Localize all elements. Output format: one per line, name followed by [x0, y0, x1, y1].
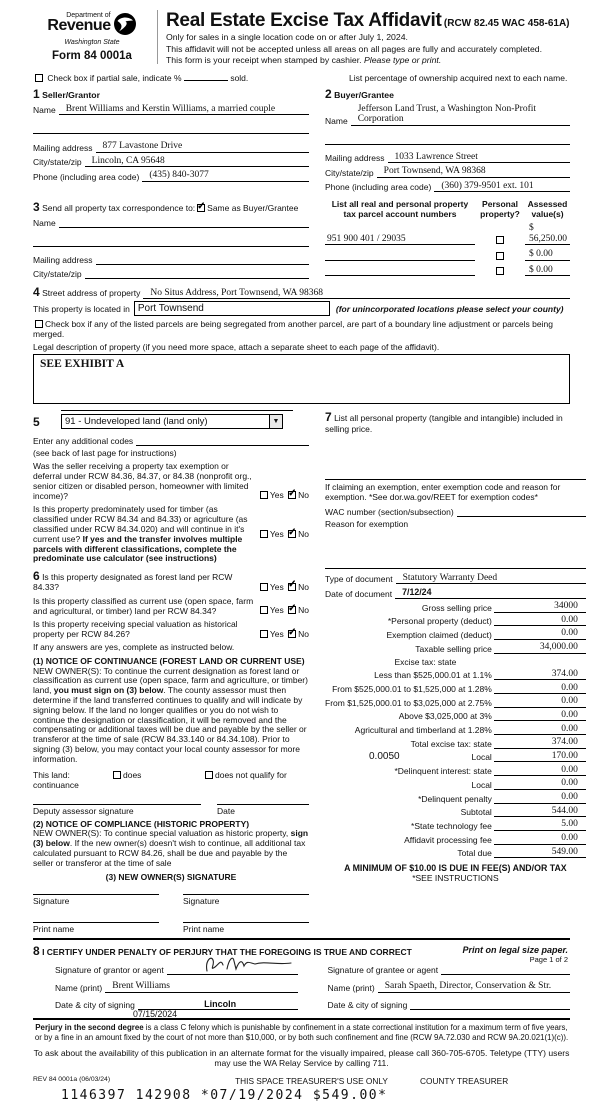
affidavit-page: Department of Revenue Washington State Form 84 0001a Real Estate Excise Tax Affidavit (RCW 82.45 WAC 458-61A) Only for sales in a single location code on or after July 1, 2024. This affidavit will not be accepted unless all areas on all pages are fully and accurately completed. This form is your receipt when stamped by cashier. Please type or print. Check box if partial sale, indicate % sold. List percentage of ownership acquired next to each name. 1 Seller/Grantor Name Brent Williams and Kerstin Williams, a married couple Mailing address 877 Lavastone Drive City/state/zip Lincoln, CA 95648 Phone (including area code) (435) 840-3077 2 Buyer/Grantee Name Jefferson Land Trust, a Washington Non-Profit Corporation Mailing address 1033 Lawrence Street City/state/zip Port Townsend, WA 98368 Phone (including area code) (360) 379-9501 ext. 101 3 Send all property tax correspondence to: ✓ Same as Buyer/Grantee Name Mailing address City/state/zip List all real and personal property tax parcel account numbers Personal property? Assessed value(s) 951 900 401 / 29035 $ 56,250.00 $ 0.00 $ 0.00 4 Street address of property No Situs Address, Port Townsend, WA 98368 This property is located in Port Townsend (for unincorporated locations please select your county) Check box if any of the listed parcels are being segregated from another parcel, are part of a boundary line adjustment or parcels being merged. Legal description of property (if you need more space, attach a separate sheet to each page of the affidavit). SEE EXHIBIT A 5 91 - Undeveloped land (land only) ▼ Enter any additional codes (see back of last page for instructions) Was the seller receiving a property tax exemption or deferral under RCW 84.36, 84.37, or 84.38 (nonprofit org., senior citizen or disabled person, homeowner with limited income)? Yes ✓ No Is this property predominately used for timber (as classified under RCW 84.34 and 84.33) or agriculture (as classified under RCW 84.34.020) and will continue in it's current use? If yes and the transfer involves multiple parcels with different classifications, complete the predominate use calculator (see instructions) Yes ✓ No 6 Is this property designated as forest land per RCW 84.33? Yes ✓ No Is this property classified as current use (open space, farm and agricultural, or timber) land per RCW 84.34? Yes ✓ No Is this property receiving special valuation as historical property per RCW 84.26? Yes ✓ No If any answers are yes, complete as instructed below. (1) NOTICE OF CONTINUANCE (FOREST LAND OR CURRENT USE) NEW OWNER(S): To continue the current designation as forest land or classification as current use (open space, farm and agriculture, or timber) land, you must sign on (3) below. The county assessor must then determine if the land transferred continues to qualify and will indicate by signing below. If the land no longer qualifies or you do not wish to continue the designation or classification, it will be removed and the compensating or additional taxes will be due and payable by the seller or transferor at the time of sale (RCW 84.33.140 or 84.34.108). Prior to signing (3) below, you may contact your local county assessor for more information. This land: does does not qualify for continuance Deputy assessor signature Date (2) NOTICE OF COMPLIANCE (HISTORIC PROPERTY) NEW OWNER(S): To continue special valuation as historic property, sign (3) below. If the new owner(s) doesn't wish to continue, all additional tax calculated pursuant to RCW 84.26, shall be due and payable by the seller or transferor at the time of sale (3) NEW OWNER(S) SIGNATURE Signature Signature Print name Print name 7 List all personal property (tangible and intangible) included in selling price. If claiming an exemption, enter exemption code and reason for exemption. *See dor.wa.gov/REET for exemption codes* WAC number (section/subsection) Reason for exemption Type of document Statutory Warranty Deed Date of document 7/12/24 Gross selling price 34000 *Personal property (deduct) 0.00 Exemption claimed (deduct) 0.00 Taxable selling price 34,000.00 Excise tax: state Less than $525,000.01 at 1.1% 374.00 From $525,000.01 to $1,525,000 at 1.28% 0.00 From $1,525,000.01 to $3,025,000 at 2.75% 0.00 Above $3,025,000 at 3% 0.00 Agricultural and timberland at 1.28% 0.00 Total excise tax: state 374.00 0.0050 Local 170.00 *Delinquent interest: state 0.00 Local 0.00 *Delinquent penalty 0.00 Subtotal 544.00 *State technology fee 5.00 Affidavit processing fee 0.00 Total due 549.00 A MINIMUM OF $10.00 IS DUE IN FEE(S) AND/OR TAX *SEE INSTRUCTIONS 8 I CERTIFY UNDER PENALTY OF PERJURY THAT THE FOREGOING IS TRUE AND CORRECT Signature of grantor or agent Name (print) Brent Williams Date & city of signing Lincoln 07/15/2024 Signature of grantee or agent Name (print) Sarah Spaeth, Director, Conservation & Str. Date & city of signing Perjury in the second degree is a class C felony which is punishable by confinement in a state correctional institution for a maximum term of five years, or by a fine in an amount fixed by the court of not more than $10,000, or by both such confinement and fine (RCW 9A.72.030 and RCW 9A.20.021(1)(c)). To ask about the availability of this publication in an alternate format for the visually impaired, please call 360-705-6705. Teletype (TTY) users may use the WA Relay Service by calling 711. REV 84 0001a (06/03/24) THIS SPACE TREASURER'S USE ONLY COUNTY TREASURER 1146397 142908 *07/19/2024 $549.00* Print on legal size paper. Page 1 of 2: [0, 0, 600, 988]
exemption-claimed-deduct[interactable]: 0.00: [494, 628, 586, 640]
personal-property-deduct[interactable]: 0.00: [494, 615, 586, 627]
notice2-title: (2) NOTICE OF COMPLIANCE (HISTORIC PROPERTY): [33, 818, 250, 829]
chevron-down-icon[interactable]: ▼: [269, 415, 282, 428]
parcel-row: [325, 249, 570, 261]
personal-property-checkbox[interactable]: [496, 252, 504, 260]
correspondence-section: 3 Send all property tax correspondence to: ✓ Same as Buyer/Grantee Name Mailing address City/state/zip: [33, 200, 309, 279]
q6b-no-checkbox[interactable]: [288, 606, 296, 614]
q6c-no-checkbox[interactable]: [288, 630, 296, 638]
partial-sale-row: Check box if partial sale, indicate % sold.: [33, 73, 333, 83]
tier4-amount[interactable]: 0.00: [494, 710, 586, 722]
legal-description-field[interactable]: SEE EXHIBIT A: [33, 354, 570, 404]
section5-divider: [61, 410, 293, 411]
exemption-question: Was the seller receiving a property tax exemption or deferral under RCW 84.36, 84.37, or 84.38 (nonprofit org., senior citizen or disabled person, homeowner with limited income)? Yes ✓ No: [33, 462, 309, 501]
personal-property-section: 7 List all personal property (tangible and intangible) included in selling price.: [325, 410, 563, 435]
buyer-mailing-field[interactable]: 1033 Lawrence Street: [388, 152, 570, 164]
does-not-checkbox[interactable]: [205, 771, 213, 779]
parcels-section: [325, 200, 570, 279]
street-address-field[interactable]: No Situs Address, Port Townsend, WA 98368: [143, 288, 570, 300]
page-title: Real Estate Excise Tax Affidavit: [166, 10, 442, 31]
does-checkbox[interactable]: [113, 771, 121, 779]
certify-statement: I CERTIFY UNDER PENALTY OF PERJURY THAT THE FOREGOING IS TRUE AND CORRECT: [42, 947, 412, 958]
land-use-section: 5 91 - Undeveloped land (land only) ▼: [33, 414, 309, 429]
partial-sale-percent-field[interactable]: [184, 80, 228, 81]
county-treasurer-label: COUNTY TREASURER: [420, 1075, 509, 1086]
same-as-buyer-checkbox[interactable]: [197, 204, 205, 212]
perjury-notice: Perjury in the second degree is a class C felony which is punishable by confinement in a state correctional institution for a maximum term of five years, or by a fine in an amount fixed by the court of not more than $10,000, or by both such confinement and fine (RCW 9A.72.030 and RCW 9A.20.021(1)(c)).: [34, 1023, 569, 1042]
total-excise-state[interactable]: 374.00: [494, 737, 586, 749]
excise-tax-header: Excise tax: state: [394, 656, 457, 667]
deputy-signature-field[interactable]: Deputy assessor signature: [33, 804, 201, 816]
q6a-yes-checkbox[interactable]: [260, 583, 268, 591]
assessed-value-field[interactable]: $ 0.00: [525, 249, 570, 261]
historical-question: Is this property receiving special valuation as historical property per RCW 84.26? Yes ✓ No: [33, 620, 309, 640]
washington-state-label: Washington State: [64, 39, 120, 46]
ownership-note: List percentage of ownership acquired next to each name.: [349, 72, 568, 83]
correspondence-name2-field[interactable]: [33, 236, 309, 247]
personal-property-checkbox[interactable]: [496, 236, 504, 244]
deputy-date-field[interactable]: Date: [217, 804, 309, 816]
taxable-selling-price[interactable]: 34,000.00: [494, 642, 586, 654]
county-select[interactable]: Port Townsend: [134, 301, 330, 316]
additional-codes-field[interactable]: [136, 435, 309, 446]
correspondence-name-field[interactable]: [59, 217, 309, 228]
tier2-amount[interactable]: 0.00: [494, 683, 586, 695]
assessed-value-field[interactable]: $ 0.00: [525, 265, 570, 277]
delinquent-penalty[interactable]: 0.00: [494, 792, 586, 804]
total-due[interactable]: 549.00: [494, 847, 586, 859]
minimum-due-note: A MINIMUM OF $10.00 IS DUE IN FEE(S) AND/OR TAX: [344, 863, 567, 874]
partial-sale-label: Check box if partial sale, indicate %: [47, 72, 182, 83]
tier3-amount[interactable]: 0.00: [494, 696, 586, 708]
q6a-no-checkbox[interactable]: [288, 583, 296, 591]
page-number: Page 1 of 2: [529, 955, 568, 964]
form-number: Form 84 0001a: [52, 50, 132, 62]
certification-section: 8 I CERTIFY UNDER PENALTY OF PERJURY THAT THE FOREGOING IS TRUE AND CORRECT Signature of grantor or agent Name (print) Brent Williams Date & city of signing Lincoln 07/15/2024 Signature of grantee or agent Name (print) Sarah Spaeth, Director, Conservation & Str. Date & city of signing: [33, 944, 570, 1010]
rev-number: REV 84 0001a (06/03/24): [33, 1075, 111, 1083]
seller-phone-field[interactable]: (435) 840-3077: [142, 170, 309, 182]
q1-no-checkbox[interactable]: [288, 491, 296, 499]
parcel-row: [325, 265, 570, 277]
dept-of-label: Department of: [66, 12, 111, 19]
local-rate: 0.0050: [369, 751, 400, 763]
parcel-row: [325, 223, 570, 245]
grantor-city-field[interactable]: Lincoln: [138, 999, 298, 1011]
grantee-datecity-field[interactable]: [410, 999, 570, 1010]
exemption-divider: [325, 479, 586, 480]
notice1-title: (1) NOTICE OF CONTINUANCE (FOREST LAND OR CURRENT USE): [33, 655, 305, 666]
financial-table: Gross selling price 34000 *Personal property (deduct) 0.00 Exemption claimed (deduct) 0.00 Taxable selling price 34,000.00 Excise tax: state Less than $525,000.01 at 1.1% 374.00 From $525,000.01 to $1,525,000 at 1.28% 0.00 From $1,525,000.01 to $3,025,000 at 2.75% 0.00 Above $3,025,000 at 3% 0.00 Agricultural and timberland at 1.28% 0.00 Total excise tax: state 374.00 0.0050 Local 170.00 *Delinquent interest: state 0.00 Local 0.00 *Delinquent penalty 0.00 Subtotal 544.00 *State technology fee 5.00 Affidavit processing fee 0.00 Total due 549.00: [325, 601, 586, 858]
continuance-label: continuance: [33, 779, 79, 790]
seller-name2-field[interactable]: [33, 123, 309, 134]
see-back-note: (see back of last page for instructions): [33, 448, 177, 459]
q1-yes-checkbox[interactable]: [260, 491, 268, 499]
grantor-signature-image: [203, 951, 323, 977]
parcel-number-field[interactable]: [325, 250, 475, 261]
seller-section: 1 Seller/Grantor Name Brent Williams and Kerstin Williams, a married couple Mailing address 877 Lavastone Drive City/state/zip Lincoln, CA 95648 Phone (including area code) (435) 840-3077: [33, 87, 309, 193]
new-owner-signature-field-1[interactable]: Signature: [33, 894, 159, 906]
doc-date-field[interactable]: 7/12/24: [395, 587, 586, 599]
parcel-number-field[interactable]: [325, 265, 475, 276]
grantee-signature-field[interactable]: [441, 964, 570, 975]
q6b-yes-checkbox[interactable]: [260, 606, 268, 614]
gross-selling-price[interactable]: 34000: [494, 601, 586, 613]
see-instructions-note: *SEE INSTRUCTIONS: [412, 873, 499, 884]
answers-note: If any answers are yes, complete as instructed below.: [33, 642, 235, 653]
personal-property-checkbox[interactable]: [496, 267, 504, 275]
current-use-question: Is this property classified as current use (open space, farm and agricultural, or timber) land per RCW 84.34? Yes ✓ No: [33, 597, 309, 617]
legal-description-label: Legal description of property (if you need more space, attach a separate sheet to each page of the affidavit).: [33, 342, 440, 353]
new-owner-printname-field-1[interactable]: Print name: [33, 922, 159, 934]
exemption-note: If claiming an exemption, enter exemption code and reason for exemption. *See dor.wa.gov/REET for exemption codes*: [325, 482, 561, 503]
treasurer-stamp: 1146397 142908 *07/19/2024 $549.00*: [61, 1087, 388, 1103]
parcel-col3-header: Assessed value(s): [527, 199, 568, 219]
notice1-text: NEW OWNER(S): To continue the current designation as forest land or classification as current use (open space, farm and agriculture, or timber) land, you must sign on (3) below. The county assessor must then determine if the land transferred continues to qualify and will indicate by signing below. If the land no longer qualifies or you do not wish to continue the designation or classification, it will be removed and the compensating or additional taxes will be due and payable by the seller or transferor at the time of sale (RCW 84.33.140 or 84.34.108). Prior to signing (3) below, you may contact your local county assessor for more information.: [33, 665, 308, 764]
section8-top-rule: [33, 938, 570, 940]
seller-heading: Seller/Grantor: [42, 89, 100, 100]
grantor-printname-field[interactable]: Brent Williams: [105, 981, 297, 993]
new-owner-signature-field-2[interactable]: Signature: [183, 894, 309, 906]
q2-no-checkbox[interactable]: [288, 530, 296, 538]
correspondence-mailing-field[interactable]: [96, 254, 309, 265]
land-use-select[interactable]: 91 - Undeveloped land (land only) ▼: [61, 414, 283, 429]
buyer-city-field[interactable]: Port Townsend, WA 98368: [377, 166, 570, 178]
property-section: 4 Street address of property No Situs Address, Port Townsend, WA 98368 This property is located in Port Townsend (for unincorporated locations please select your county) Check box if any of the listed parcels are being segregated from another parcel, are part of a boundary line adjustment or parcels being merged. Legal description of property (if you need more space, attach a separate sheet to each page of the affidavit). SEE EXHIBIT A: [33, 285, 570, 404]
dor-logo-block: [33, 8, 151, 66]
new-owner-printname-field-2[interactable]: Print name: [183, 922, 309, 934]
parcel-col2-header: Personal property?: [480, 199, 520, 219]
header-divider: [157, 10, 158, 64]
print-paper-note: Print on legal size paper.: [462, 945, 568, 955]
revenue-label: Revenue: [47, 17, 111, 34]
segregated-checkbox[interactable]: [35, 320, 43, 328]
notice2-text: NEW OWNER(S): To continue special valuation as historic property, sign (3) below. If the new owner(s) doesn't wish to continue, all additional tax calculated pursuant to RCW 84.26, shall be due and payable by the seller or transferor at the time of sale: [33, 828, 309, 868]
delinquent-interest-state[interactable]: 0.00: [494, 765, 586, 777]
perjury-top-rule: [33, 1018, 570, 1020]
delinquent-interest-local[interactable]: 0.00: [494, 778, 586, 790]
grantee-printname-field[interactable]: Sarah Spaeth, Director, Conservation & Str.: [378, 981, 570, 993]
timber-question: Is this property predominately used for timber (as classified under RCW 84.34 and 84.33) or agriculture (as classified under RCW 84.34.020) and will continue in it's current use? If yes and the transfer involves multiple parcels with different classifications, complete the predominate use calculator (see instructions) Yes ✓ No: [33, 505, 309, 564]
agricultural-amount[interactable]: 0.00: [494, 724, 586, 736]
buyer-section: 2 Buyer/Grantee Name Jefferson Land Trust, a Washington Non-Profit Corporation Mailing address 1033 Lawrence Street City/state/zip Port Townsend, WA 98368 Phone (including area code) (360) 379-9501 ext. 101: [325, 87, 570, 193]
doc-type-field[interactable]: Statutory Warranty Deed: [396, 573, 586, 585]
assessed-value-field[interactable]: $ 56,250.00: [525, 223, 570, 245]
buyer-name-field[interactable]: Jefferson Land Trust, a Washington Non-Profit Corporation: [351, 104, 570, 126]
accessibility-note: To ask about the availability of this publication in an alternate format for the visually impaired, please call 360-705-6705. Teletype (TTY) users may use the WA Relay Service by calling 711.: [33, 1047, 570, 1068]
dor-swirl-icon: [113, 12, 137, 38]
title-rcw: (RCW 82.45 WAC 458-61A): [443, 18, 570, 29]
grantor-date-value: 07/15/2024: [133, 1008, 178, 1019]
treasurer-space-label: THIS SPACE TREASURER'S USE ONLY: [235, 1075, 388, 1086]
buyer-name2-field[interactable]: [325, 134, 570, 145]
wac-number-field[interactable]: [457, 506, 586, 517]
subtitle-3: This form is your receipt when stamped by cashier. Please type or print.: [166, 55, 442, 66]
subtotal[interactable]: 544.00: [494, 806, 586, 818]
seller-mailing-field[interactable]: 877 Lavastone Drive: [96, 141, 309, 153]
buyer-heading: Buyer/Grantee: [334, 89, 394, 100]
parcel-col1-header: List all real and personal property tax parcel account numbers: [331, 199, 469, 219]
q2-yes-checkbox[interactable]: [260, 530, 268, 538]
notice3-title: (3) NEW OWNER(S) SIGNATURE: [105, 871, 237, 882]
county-note: (for unincorporated locations please select your county): [335, 303, 564, 314]
forest-land-question: 6 Is this property designated as forest land per RCW 84.33? Yes ✓ No: [33, 572, 309, 593]
seller-name-field[interactable]: Brent Williams and Kerstin Williams, a married couple: [59, 104, 309, 116]
form-header: [33, 8, 570, 66]
partial-sale-checkbox[interactable]: [35, 74, 43, 82]
tier1-amount[interactable]: 374.00: [494, 669, 586, 681]
state-technology-fee[interactable]: 5.00: [494, 819, 586, 831]
continuance-row: This land: does does not qualify for: [33, 769, 287, 780]
personal-property-field[interactable]: [325, 434, 586, 474]
seller-city-field[interactable]: Lincoln, CA 95648: [85, 156, 309, 168]
subtitle-1: Only for sales in a single location code on or after July 1, 2024.: [166, 32, 408, 42]
reason-label: Reason for exemption: [325, 518, 409, 529]
correspondence-city-field[interactable]: [85, 268, 309, 279]
document-divider: [325, 568, 586, 569]
affidavit-processing-fee[interactable]: 0.00: [494, 833, 586, 845]
local-excise[interactable]: 170.00: [494, 751, 586, 763]
q6c-yes-checkbox[interactable]: [260, 630, 268, 638]
parcel-number-field[interactable]: 951 900 401 / 29035: [325, 234, 475, 246]
reason-field[interactable]: [325, 529, 586, 563]
subtitle-2: This affidavit will not be accepted unless all areas on all pages are fully and accurately completed.: [166, 43, 543, 54]
buyer-phone-field[interactable]: (360) 379-9501 ext. 101: [434, 181, 570, 193]
